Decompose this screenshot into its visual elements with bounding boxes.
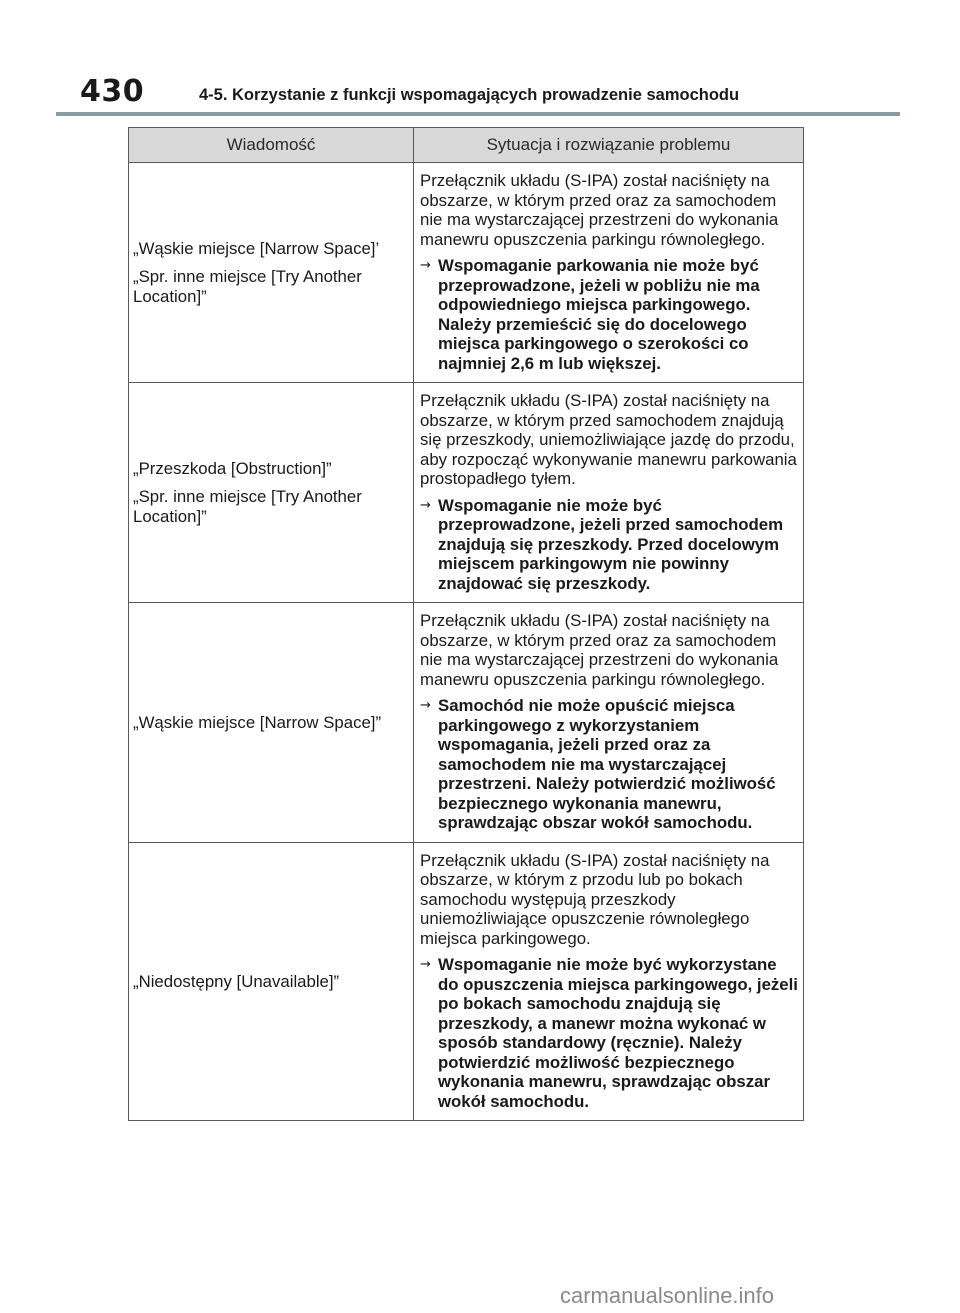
table-row — [129, 603, 804, 843]
remedy-item — [420, 955, 801, 1111]
remedy-text: Wspomaganie nie może być przeprowadzone, jeżeli przed samochodem znajdują się przeszkody. Przed docelowym miejscem parkingowym nie powinny znajdować się przeszkody. — [438, 495, 784, 593]
arrow-right-icon: → — [420, 497, 431, 513]
situation-text: Przełącznik układu (S-IPA) został naciśnięty na obszarze, w którym przed samochodem znajdują się przeszkody, uniemożliwiające jazdę do przodu, aby rozpocząć wykonywanie manewru parkowania prostopadłego tyłem. — [420, 391, 797, 488]
remedy-text: Samochód nie może opuścić miejsca parkingowego z wykorzystaniem wspomagania, jeżeli przed oraz za samochodem nie ma wystarczającej przestrzeni. Należy potwierdzić możliwość bezpiecznego wykonania manewru, sprawdzając obszar wokół samochodu. — [438, 696, 776, 832]
page-header — [0, 0, 960, 120]
situation-text: Przełącznik układu (S-IPA) został naciśnięty na obszarze, w którym przed oraz za samochodem nie ma wystarczającej przestrzeni do wykonania manewru opuszczenia parkingu równoległego. — [420, 171, 779, 249]
message-cell — [129, 163, 414, 383]
table-row — [129, 383, 804, 603]
watermark: carmanualsonline.info — [560, 1283, 775, 1308]
message-text: „Spr. inne miejsce [Try Another Location]” — [133, 487, 362, 526]
message-text: „Wąskie miejsce [Narrow Space]” — [133, 712, 382, 732]
column-header-message: Wiadomość — [129, 128, 414, 163]
arrow-right-icon: → — [420, 957, 431, 972]
message-cell — [129, 383, 414, 603]
message-cell — [129, 842, 414, 1121]
solution-cell — [414, 163, 804, 383]
column-header-solution: Sytuacja i rozwiązanie problemu — [414, 128, 804, 163]
chapter-title: 4-5. Korzystanie z funkcji wspomagających prowadzenie samochodu — [199, 86, 740, 104]
arrow-right-icon: → — [420, 258, 431, 273]
situation-text: Przełącznik układu (S-IPA) został naciśnięty na obszarze, w którym przed oraz za samochodem nie ma wystarczającej przestrzeni do wykonania manewru opuszczenia parkingu równoległego. — [420, 611, 779, 689]
table-row — [129, 163, 804, 383]
message-text: „Wąskie miejsce [Narrow Space]’ — [133, 238, 380, 258]
remedy-item — [420, 256, 801, 373]
remedy-text: Wspomaganie parkowania nie może być przeprowadzone, jeżeli w pobliżu nie ma odpowiedniego miejsca parkingowego. Należy przemieścić się do docelowego miejsca parkingowego o szerokości co najmniej 2,6 m lub większej. — [438, 256, 760, 373]
message-text: „Przeszkoda [Obstruction]” — [133, 458, 332, 478]
solution-cell — [414, 603, 804, 843]
situation-text: Przełącznik układu (S-IPA) został naciśnięty na obszarze, w którym z przodu lub po bokach samochodu występują przeszkody uniemożliwiające opuszczenie równoległego miejsca parkingowego. — [420, 850, 770, 948]
page-number: 430 — [80, 74, 145, 109]
remedy-item — [420, 496, 801, 594]
messages-table — [128, 127, 804, 1121]
message-cell — [129, 603, 414, 843]
arrow-right-icon: → — [420, 698, 431, 713]
table-header-row — [129, 128, 804, 163]
remedy-item — [420, 696, 801, 833]
header-divider — [56, 112, 900, 116]
table-row — [129, 842, 804, 1121]
remedy-text: Wspomaganie nie może być wykorzystane do opuszczenia miejsca parkingowego, jeżeli po bokach samochodu znajdują się przeszkody, a manewr można wykonać w sposób standardowy (ręcznie). Należy potwierdzić możliwość bezpiecznego wykonania manewru, sprawdzając obszar wokół samochodu. — [438, 955, 798, 1111]
solution-cell — [414, 842, 804, 1121]
solution-cell — [414, 383, 804, 603]
message-text: „Niedostępny [Unavailable]” — [133, 971, 340, 991]
message-text: „Spr. inne miejsce [Try Another Location]” — [133, 267, 362, 306]
